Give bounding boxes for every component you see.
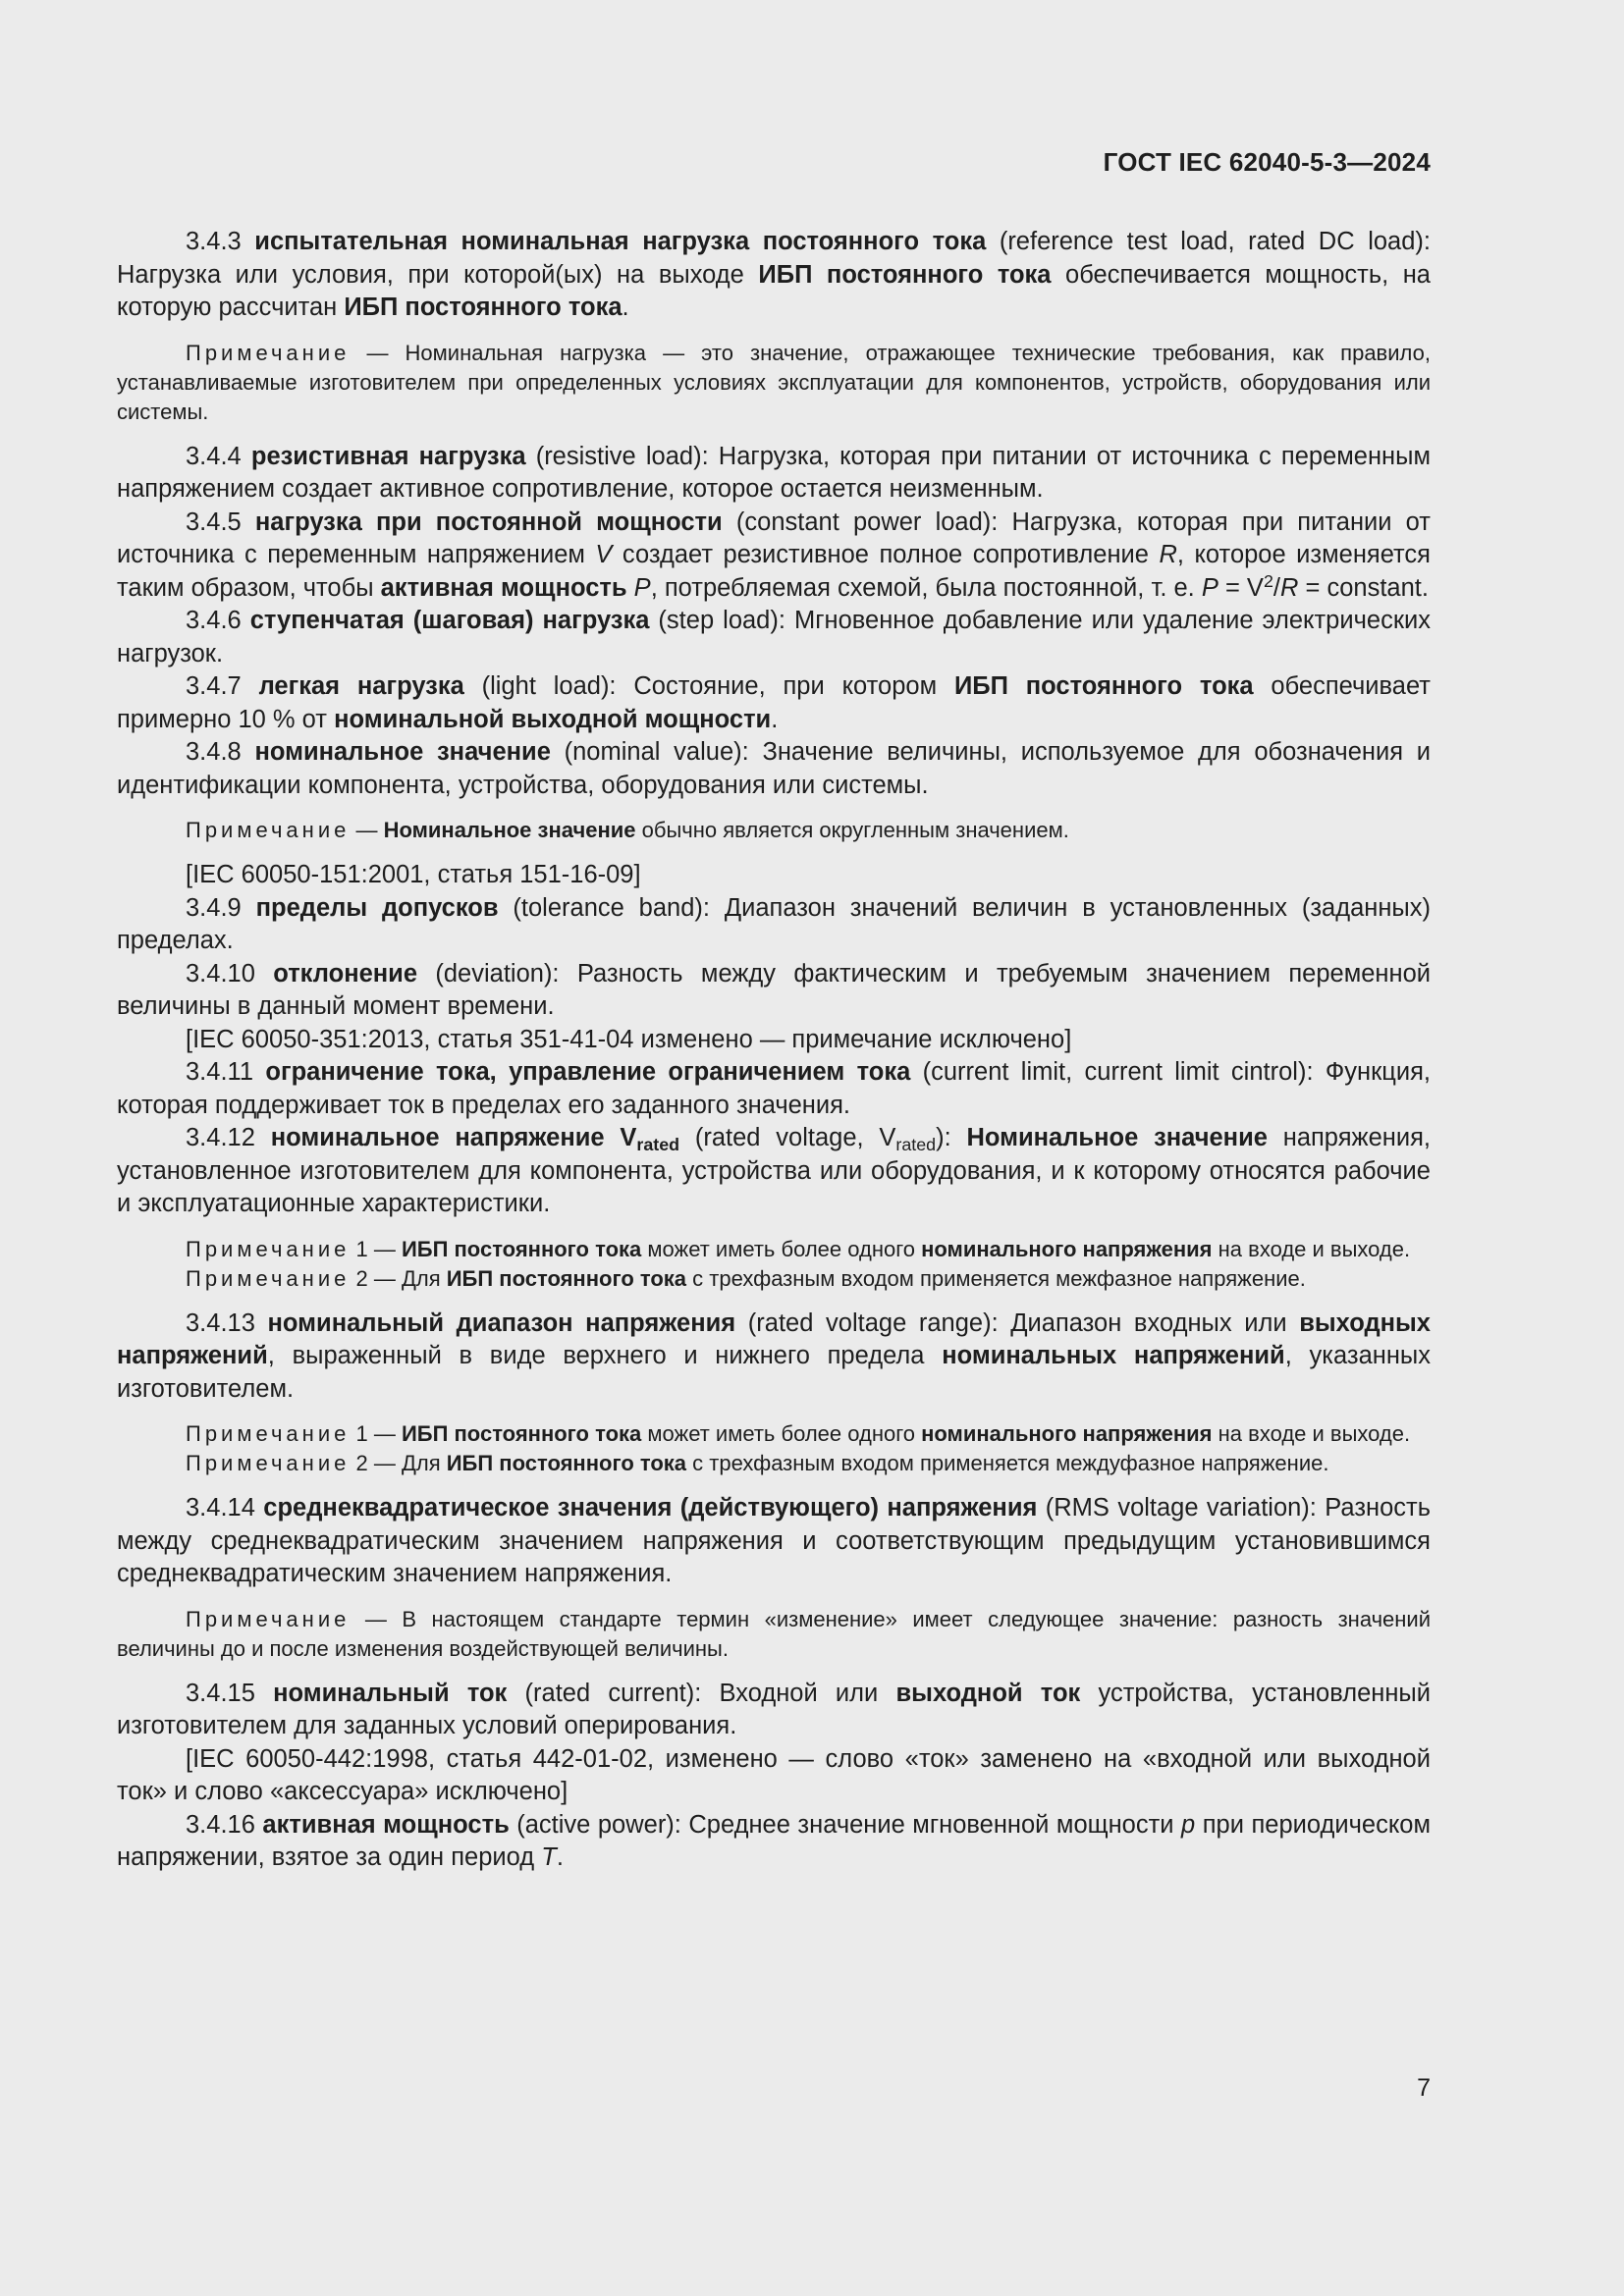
term-3-4-7: 3.4.7 легкая нагрузка (light load): Состояние, при котором ИБП постоянного тока обеспечивает примерно 10 % от номинальной выходной мощности. [117, 672, 1431, 733]
note-3-4-13-1: Примечание 1 — ИБП постоянного тока может иметь более одного номинального напряжения на входе и выходе. [186, 1421, 1411, 1446]
term-3-4-8: 3.4.8 номинальное значение (nominal value): Значение величины, используемое для обозначения и идентификации компонента, устройства, оборудования или системы. [117, 738, 1431, 799]
reference-3-4-8: [IEC 60050-151:2001, статья 151-16-09] [186, 861, 641, 888]
term-3-4-5: 3.4.5 нагрузка при постоянной мощности (constant power load): Нагрузка, которая при питании от источника с переменным напряжением V создает резистивное полное сопротивление R, которое изменяется таким образом, чтобы активная мощность P, потребляемая схемой, была постоянной, т. е. $P = V^2/R$ = constant. [117, 507, 1431, 602]
term-3-4-12: 3.4.12 номинальное напряжение $V_{rated}$ (rated voltage, $V_{rated}$): Номинальное значение напряжения, установленное изготовителем для компонента, устройства или оборудования, и к которому относятся рабочие и эксплуатационные характеристики. [117, 1124, 1431, 1217]
note-3-4-8: Примечание — Номинальное значение обычно является округленным значением. [186, 818, 1069, 842]
term-3-4-13: 3.4.13 номинальный диапазон напряжения (rated voltage range): Диапазон входных или выходных напряжений, выраженный в виде верхнего и нижнего предела номинальных напряжений, указанных изготовителем. [117, 1308, 1431, 1403]
page-number: 7 [1417, 2074, 1431, 2102]
note-3-4-12-2: Примечание 2 — Для ИБП постоянного тока с трехфазным входом применяется межфазное напряжение. [186, 1265, 1306, 1291]
term-3-4-9: 3.4.9 пределы допусков (tolerance band): Диапазон значений величин в установленных (заданных) пределах. [117, 893, 1432, 954]
note-3-4-13-2: Примечание 2 — Для ИБП постоянного тока с трехфазным входом применяется междуфазное напряжение. [186, 1451, 1329, 1475]
reference-3-4-10: [IEC 60050-351:2013, статья 351-41-04 изменено — примечание исключено] [186, 1025, 1072, 1053]
term-3-4-16: 3.4.16 активная мощность (active power): Среднее значение мгновенной мощности p при периодическом напряжении, взятое за один период T. [117, 1810, 1431, 1871]
document-code-header: ГОСТ IEC 62040-5-3—2024 [1103, 147, 1431, 177]
term-3-4-10: 3.4.10 отклонение (deviation): Разность между фактическим и требуемым значением переменной величины в данный момент времени. [117, 959, 1431, 1020]
term-3-4-11: 3.4.11 ограничение тока, управление ограничением тока (current limit, current limit cintrol): Функция, которая поддерживает ток в пределах его заданного значения. [117, 1058, 1431, 1119]
term-3-4-14: 3.4.14 среднеквадратическое значения (действующего) напряжения (RMS voltage variation): Разность между среднеквадратическим значением напряжения и соответствующим предыдущим установившимся среднеквадратическим значением напряжения. [117, 1494, 1431, 1587]
page-content [117, 226, 1431, 1875]
note-3-4-12-1: Примечание 1 — ИБП постоянного тока может иметь более одного номинального напряжения на входе и выходе. [186, 1236, 1411, 1261]
term-3-4-3: 3.4.3 испытательная номинальная нагрузка постоянного тока (reference test load, rated DC load): Нагрузка или условия, при которой(ых) на выходе ИБП постоянного тока обеспечивается мощность, на которую рассчитан ИБП постоянного тока. [117, 228, 1431, 321]
term-3-4-6: 3.4.6 ступенчатая (шаговая) нагрузка (step load): Мгновенное добавление или удаление электрических нагрузок. [117, 607, 1431, 667]
term-3-4-4: 3.4.4 резистивная нагрузка (resistive load): Нагрузка, которая при питании от источника с переменным напряжением создает активное сопротивление, которое остается неизменным. [117, 442, 1431, 503]
reference-3-4-15: [IEC 60050-442:1998, статья 442-01-02, изменено — слово «ток» заменено на «входной или выходной ток» и слово «аксессуара» исключено] [117, 1744, 1431, 1805]
note-3-4-3: Примечание — Номинальная нагрузка — это значение, отражающее технические требования, как правило, устанавливаемые изготовителем при определенных условиях эксплуатации для компонентов, устройств, оборудования или системы. [117, 340, 1431, 424]
note-3-4-14: Примечание — В настоящем стандарте термин «изменение» имеет следующее значение: разность значений величины до и после изменения воздействующей величины. [117, 1606, 1431, 1661]
term-3-4-15: 3.4.15 номинальный ток (rated current): Входной или выходной ток устройства, установленный изготовителем для заданных условий оперирования. [117, 1679, 1431, 1739]
